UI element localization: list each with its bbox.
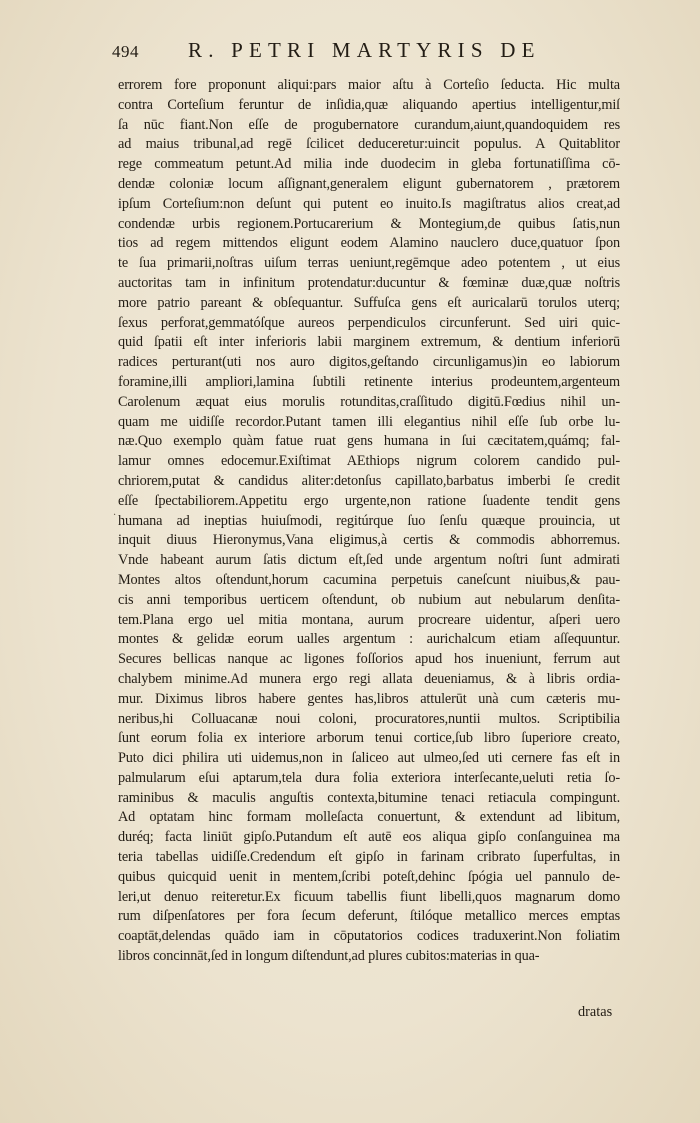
- text-line: ſunt eorum folia ex interiore arborum tenui cortice,ſub libro ſuperiore creato,: [118, 730, 620, 747]
- running-title: R. PETRI MARTYRIS DE: [188, 38, 541, 62]
- text-line: lamur omnes edocemur.Exiſtimat AEthiops nigrum colorem candido pul-: [118, 453, 620, 470]
- text-line: te ſua primarii,noſtras uiſum terras ueniunt,regēmque adeo potentem , ut eius: [118, 255, 620, 272]
- text-line: næ.Quo exemplo quàm fatue ruat gens humana in ſui cæcitatem,quámq; fal-: [118, 433, 620, 450]
- text-line: neribus,hi Colluacanæ noui coloni, procuratores,nuntii multos. Scriptibilia: [118, 710, 620, 727]
- text-line: duréq; facta liniūt gipſo.Putandum eſt autē eos aliqua gipſo conſanguinea ma: [118, 829, 620, 846]
- text-line: cis anni temporibus uerticem oſtendunt, ob nubium aut nebularum denſita-: [118, 591, 620, 608]
- text-line: condendæ urbis regionem.Portucarerium & Montegium,de quibus ſatis,nun: [118, 215, 620, 232]
- text-line: ipſum Corteſium:non deſunt qui putent eo inuito.Is magiſtratus alios creat,ad: [118, 195, 620, 212]
- text-line: errorem fore proponunt aliqui:pars maior aſtu à Corteſio ſeducta. Hic multa: [118, 77, 620, 93]
- text-line: mur. Diximus libros habere gentes has,libros attulerūt unà cum cæteris mu-: [118, 690, 620, 707]
- text-line: chalybem minime.Ad munera ergo regi allata deueniamus, & à libris ordia-: [118, 670, 620, 687]
- text-line: Secures bellicas nanque ac ligones foſſorios apud hos inueniunt, ferrum aut: [118, 651, 620, 668]
- text-line: rum diſpenſatores per fora ſecum deferunt, ſtilóque metallico merces emptas: [118, 908, 620, 925]
- text-line: coaptāt,delendas quādo iam in cōputatorios codices traduxerint.Non foliatim: [118, 928, 620, 945]
- text-line: Ad optatam hinc formam molleſacta conuertunt, & extendunt ad libitum,: [118, 809, 620, 826]
- text-line: palmularum eſui aptarum,tela dura folia exteriora interſecante,ueluti retia ſo-: [118, 769, 620, 786]
- text-line: montes & gelidæ eorum ualles argentum : aurichalcum etiam aſſequuntur.: [118, 631, 620, 648]
- text-line: humana ad ineptias huiuſmodi, regitúrque ſuo ſenſu quæque prouincia, ut: [118, 512, 620, 529]
- text-line: ad maius tribunal,ad regē ſcilicet deduceretur:uincit populus. A Quitablitor: [118, 136, 620, 153]
- page-header: [112, 38, 612, 66]
- text-line: auctoritas tam in infinitum protendatur:ducuntur & fœminæ duæ,quæ noſtris: [118, 274, 620, 291]
- text-line: quam me uidiſſe recordor.Putant tamen illi elegantius nihil eſſe ſub orbe lu-: [118, 413, 620, 430]
- text-line: raminibus & maculis anguſtis contexta,bitumine tenaci retiacula compingunt.: [118, 789, 620, 806]
- text-line: foramine,illi ampliori,lamina ſubtili retinente interius prodeuntem,argenteum: [118, 373, 620, 390]
- text-line: Puto dici philira uti uidemus,non in ſaliceo aut ulmeo,ſed uti cernere fas eſt in: [118, 750, 620, 767]
- text-line: teria tabellas uidiſſe.Credendum eſt gipſo in farinam cribrato ſuperfultas, in: [118, 849, 620, 866]
- body-text: [118, 76, 620, 967]
- text-line: radices perturant(uti nos auro digitos,geſtando circunligamus)in eo labiorum: [118, 354, 620, 371]
- text-line: ſexus perforat,gemmatóſque aureos perpendiculos circunferunt. Sed uiri quic-: [118, 314, 620, 331]
- text-line: Carolenum æquat eius morulis rotunditas,craſſitudo digitū.Fœdius nihil un-: [118, 393, 620, 410]
- text-line: leri,ut denuo reiteretur.Ex ficuum tabellis fiunt libelli,quos magnarum domo: [118, 888, 620, 905]
- text-line: dendæ coloniæ locum aſſignant,generalem eligunt gubernatorem , prætorem: [118, 175, 620, 192]
- text-line: libros concinnāt,ſed in longum diſtendunt,ad plures cubitos:materias in qua-: [118, 948, 540, 965]
- text-line: chriorem,putat & candidus aliter:detonſus capillato,barbatus imberbi ſe credit: [118, 472, 620, 489]
- text-line: Vnde habeant aurum ſatis dictum eſt,ſed unde argentum noſtri ſunt admirati: [118, 552, 620, 569]
- text-line: tem.Plana ergo uel mitia montana, aurum procreare uidentur, aſperi uero: [118, 611, 620, 628]
- page-number: 494: [112, 42, 139, 61]
- text-line: rege commeatum petunt.Ad milia inde duodecim in gleba fortunatiſſima cō-: [118, 156, 620, 173]
- text-line: inquit diuus Hieronymus,Vana eligimus,à certis & commodis abhorremus.: [118, 532, 620, 549]
- text-line: quid ſpatii eſt inter inferioris labii marginem extremum, & dentium inferiorū: [118, 334, 620, 351]
- text-line: eſſe ſpectabiliorem.Appetitu ergo urgente,non ratione ſuadente tendit gens: [118, 492, 620, 509]
- text-line: ſa nūc fiant.Non eſſe de progubernatore curandum,aiunt,quandoquidem res: [118, 116, 620, 133]
- catchword: dratas: [578, 1004, 613, 1020]
- text-line: contra Corteſium feruntur de inſidia,quæ aliquando apertius intelligentur,miſ: [118, 96, 620, 113]
- text-line: tios ad regem mittendos eligunt eodem Alamino nauclero duce,quatuor ſpon: [118, 235, 620, 252]
- margin-mark: ·: [113, 510, 117, 521]
- text-line: Montes altos oſtendunt,horum cacumina perpetuis caneſcunt niuibus,& pau-: [118, 571, 620, 588]
- text-line: quibus quicquid uenit in mentem,ſcribi poteſt,dehinc ſpógia uel pannulo de-: [118, 868, 620, 885]
- text-line: more patrio pareant & obſequantur. Suffuſca gens eſt auricalarū torulos uterq;: [118, 294, 620, 311]
